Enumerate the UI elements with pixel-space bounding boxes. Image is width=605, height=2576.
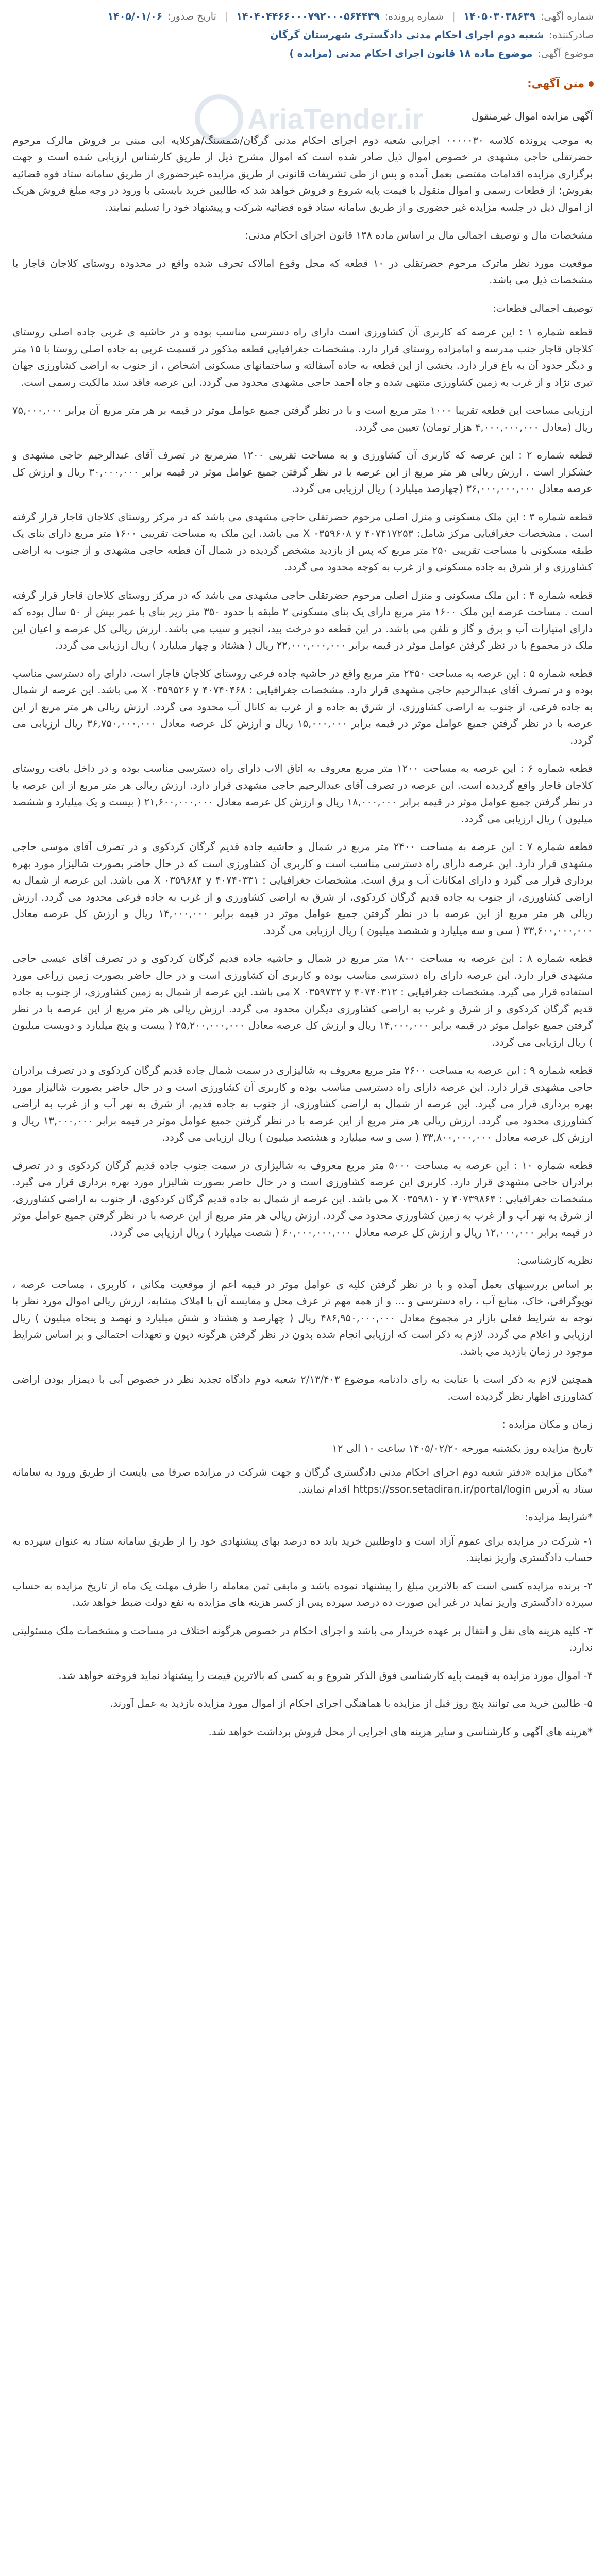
issue-date-label: تاریخ صدور: <box>167 11 216 22</box>
notice-text-title-label: متن آگهی: <box>527 77 584 90</box>
notice-paragraph: ۳- کلیه هزینه های نقل و انتقال بر عهده خریدار می باشد و اجرای احکام در خصوص هرگونه اختلاف در مساحت و مشخصات ملک مسئولیتی ندارد. <box>12 1624 593 1653</box>
subject-label: موضوع آگهی: <box>537 48 594 59</box>
notice-paragraph: توصیف اجمالی قطعات: <box>493 302 593 314</box>
case-number: ۱۴۰۴۰۴۴۶۶۰۰۰۷۹۲۰۰۰۵۶۴۴۳۹ <box>236 11 380 22</box>
notice-paragraph: *هزینه های آگهی و کارشناسی و سایر هزینه های اجرایی از محل فروش برداشت خواهد شد. <box>208 1725 593 1738</box>
bullet-icon <box>589 81 594 87</box>
notice-paragraph: مشخصات مال و توصیف اجمالی مال بر اساس ماده ۱۳۸ قانون اجرای احکام مدنی: <box>245 229 593 241</box>
notice-paragraph: قطعه شماره ۱۰ : این عرصه به مساحت ۵۰۰۰ متر مربع معروف به شالیزاری در سمت جنوب جاده قدیم گرگان کردکوی و در تصرف برادران حاجی مشهدی قرار دارد. کاربری این عرصه کشاورزی است و در حال حاضر بصورت شالیزار مورد بهره برداری قرار می گیرد. مشخصات جغرافیایی : X ۰۳۵۹۸۱۰ y ۴۰۷۳۹۸۶۴ می باشد. این عرصه از شمال به جاده قدیم گرگان کردکوی، از جنوب به اراضی کشاورزی، از شرق به نهر آب و از غرب به زمین کشاورزی محدود می گردد. ارزش ریالی هر متر مربع از این عرصه با در نظر گرفتن جمیع عوامل موثر در قیمه برابر ۱۲,۰۰۰,۰۰۰ ریال و ارزش کل عرصه معادل ۶۰,۰۰۰,۰۰۰,۰۰۰ ( شصت میلیارد ) ریال ارزیابی می گردد. <box>12 1159 593 1239</box>
notice-body <box>12 108 593 1752</box>
notice-paragraph: بر اساس بررسیهای بعمل آمده و با در نظر گرفتن کلیه ی عوامل موثر در قیمه اعم از موقعیت مکانی ، کاربری ، مساحت عرصه ، توپوگرافی، خاک، منابع آب ، راه دسترسی و ... و از همه مهم تر عرف محل و مقایسه آن با املاک مشابه، ارزش ریالی اموال مورد نظر با توجه به شرایط فعلی بازار در مجموع معادل ۴۸۶,۹۵۰,۰۰۰,۰۰۰ ریال ( چهارصد و هشتاد و شش میلیارد و نهصد و پنجاه میلیون ) ریال ارزیابی و اعلام می گردد. لازم به ذکر است که ارزیابی انجام شده بدون در نظر گرفتن هرگونه دیون و تعهدات احتمالی و بر اساس شرایط موجود در زمان بازدید می باشد. <box>12 1278 593 1358</box>
notice-paragraph: آگهی مزایده اموال غیرمنقول <box>472 110 593 122</box>
notice-paragraph: قطعه شماره ۵ : این عرصه به مساحت ۲۴۵۰ متر مربع واقع در حاشیه جاده فرعی روستای کلاجان قاجار است. دارای راه دسترسی مناسب بوده و در تصرف آقای عبدالرحیم حاجی مشهدی قرار دارد. مشخصات جغرافیایی : X ۰۳۵۹۵۲۶ y ۴۰۷۴۰۴۶۸ می باشد. این عرصه از شمال به جاده فرعی، از جنوب به اراضی کشاورزی، از شرق به جاده و از غرب به کانال آب محدود می گردد. ارزش ریالی هر متر مربع از این عرصه با در نظر گرفتن جمیع عوامل موثر در قیمه برابر ۱۵,۰۰۰,۰۰۰ ریال و ارزش کل عرصه معادل ۳۶,۷۵۰,۰۰۰,۰۰۰ ریال ارزیابی می گردد. <box>12 667 593 747</box>
notice-paragraph: قطعه شماره ۷ : این عرصه به مساحت ۲۴۰۰ متر مربع در شمال و حاشیه جاده قدیم گرگان کردکوی و در تصرف آقای موسی حاجی مشهدی قرار دارد. این عرصه دارای راه دسترسی مناسب است و کاربری آن کشاورزی است که در حال حاضر بصورت شالیزار مورد بهره برداری قرار می گیرد و دارای امکانات آب و برق است. مشخصات جغرافیایی : X ۰۳۵۹۶۸۴ y ۴۰۷۴۰۳۳۱ می باشد. این عرصه از شمال به اراضی کشاورزی، از جنوب به جاده قدیم گرگان کردکوی، از شرق به اراضی کشاورزی و از غرب به جاده فرعی محدود می گردد. ارزش ریالی هر متر مربع از این عرصه با در نظر گرفتن جمیع عوامل موثر در قیمه برابر ۱۴,۰۰۰,۰۰۰ ریال و ارزش کل عرصه معادل ۳۳,۶۰۰,۰۰۰,۰۰۰ ( سی و سه میلیارد و ششصد میلیون ) ریال ارزیابی می گردد. <box>12 841 593 937</box>
notice-paragraph: موقعیت مورد نظر ماترک مرحوم حضرتقلی در ۱۰ قطعه که محل وقوع امالاک تحرف شده واقع در محدوده روستای کلاجان قاجار با مشخصات ذیل می باشد. <box>12 257 593 286</box>
case-number-label: شماره پرونده: <box>384 11 444 22</box>
notice-paragraph: ۵- طالبین خرید می توانند پنج روز قبل از مزایده با هماهنگی اجرای احکام از اموال مورد مزایده بازدید به عمل آورند. <box>110 1698 593 1709</box>
notice-paragraph: همچنین لازم به ذکر است با عنایت به رای دادنامه موضوع ۲/۱۳/۴۰۳ شعبه دوم دادگاه تجدید نظر در خصوص آبی با دیمزار بودن اراضی کشاورزی اظهار نظر گردیده است. <box>12 1374 593 1402</box>
header-meta-row: شماره آگهی:۱۴۰۵۰۳۰۳۸۶۳۹ | شماره پرونده:۱۴۰۴۰۴۴۶۶۰۰۰۷۹۲۰۰۰۵۶۴۴۳۹ | تاریخ صدور:۱۴۰۵/۰۱/۰۶ <box>107 11 594 22</box>
subject: موضوع ماده ۱۸ قانون اجرای احکام مدنی (مزایده ) <box>289 48 533 59</box>
issue-date: ۱۴۰۵/۰۱/۰۶ <box>107 11 163 22</box>
notice-paragraph: ۲- برنده مزایده کسی است که بالاترین مبلغ را پیشنهاد نموده باشد و مابقی ثمن معامله را ظرف مهلت یک ماه از تاریخ مزایده به حساب سپرده دادگستری واریز نماید در غیر این صورت ده درصد سپرده پس از کسر هزینه های مزایده به نفع دولت ضبط خواهد شد. <box>12 1580 593 1608</box>
issuer: شعبه دوم اجرای احکام مدنی دادگستری شهرستان گرگان <box>270 29 544 41</box>
notice-number-label: شماره آگهی: <box>540 11 594 22</box>
notice-paragraph: قطعه شماره ۳ : این ملک مسکونی و منزل اصلی مرحوم حضرتقلی حاجی مشهدی می باشد که در مرکز روستای کلاجان قاجار قرار گرفته است . مشخصات جغرافیایی مرکز شامل: X ۰۳۵۹۶۰۸ y ۴۰۷۴۱۷۲۵۳ می باشد. این ملک به مساحت تقریبی ۱۶۰۰ متر مربع دارای بنای یک طبقه مسکونی با مساحت تقریبی ۲۵۰ متر مربع که پس از بازدید مشخص گردیده در شمال آن قطعه حاجی مشهدی و از جنوب به اراضی کشاورزی و از شرق به جاده مسکونی و از غرب به کوچه محدود می گردد. <box>12 511 593 573</box>
notice-paragraph: ۱- شرکت در مزایده برای عموم آزاد است و داوطلبین خرید باید ده درصد بهای پیشنهادی خود را از طریق سامانه ستاد به عنوان سپرده به حساب دادگستری واریز نمایند. <box>12 1535 593 1564</box>
notice-number: ۱۴۰۵۰۳۰۳۸۶۳۹ <box>463 11 535 22</box>
notice-paragraph: ارزیابی مساحت این قطعه تقریبا ۱۰۰۰ متر مربع است و با در نظر گرفتن جمیع عوامل موثر در قیمه بر هر متر مربع آن برابر ۷۵,۰۰۰,۰۰۰ ریال (معادل ۴,۰۰۰,۰۰۰,۰۰۰ هزار تومان) تعیین می گردد. <box>12 404 593 433</box>
watermark-text: AriaTender.ir <box>247 103 424 135</box>
notice-paragraph: قطعه شماره ۸ : این عرصه به مساحت ۱۸۰۰ متر مربع در شمال و حاشیه جاده قدیم گرگان کردکوی و در تصرف آقای عیسی حاجی مشهدی قرار دارد. این عرصه دارای راه دسترسی مناسب بوده و کاربری آن کشاورزی است و در حال حاضر بصورت زمین زراعی مورد استفاده قرار می گیرد. مشخصات جغرافیایی : X ۰۳۵۹۷۳۲ y ۴۰۷۴۰۳۱۲ می باشد. این عرصه از شمال به زمین کشاورزی، از جنوب به جاده قدیم گرگان کردکوی و از شرق و غرب به اراضی کشاورزی دیگران محدود می گردد. ارزش ریالی هر متر مربع از این عرصه با در نظر گرفتن جمیع عوامل موثر در قیمه برابر ۱۴,۰۰۰,۰۰۰ ریال و ارزش کل عرصه معادل ۲۵,۲۰۰,۰۰۰,۰۰۰ ( بیست و پنج میلیارد و دویست میلیون ) ریال ارزیابی می گردد. <box>12 953 593 1048</box>
notice-paragraph: قطعه شماره ۹ : این عرصه به مساحت ۲۶۰۰ متر مربع معروف به شالیزاری در سمت شمال جاده قدیم گرگان کردکوی و در تصرف برادران حاجی مشهدی قرار دارد. این عرصه دارای راه دسترسی مناسب بوده و کاربری آن کشاورزی است و در حال حاضر بصورت شالیزار مورد بهره برداری قرار می گیرد. این عرصه از شمال به اراضی کشاورزی، از جنوب به جاده قدیم، از شرق به نهر آب و از غرب به اراضی کشاورزی محدود می گردد. ارزش ریالی هر متر مربع از این عرصه با در نظر گرفتن جمیع عوامل موثر در قیمه برابر ۱۳,۰۰۰,۰۰۰ ریال و ارزش کل عرصه معادل ۳۳,۸۰۰,۰۰۰,۰۰۰ ( سی و سه میلیارد و هشتصد میلیون ) ریال ارزیابی می گردد. <box>12 1064 593 1143</box>
header-issuer-row <box>11 26 594 44</box>
notice-paragraph: قطعه شماره ۲ : این عرصه که کاربری آن کشاورزی و به مساحت تقریبی ۱۲۰۰ مترمربع در تصرف آقای عبدالرحیم حاجی مشهدی و خشکزار است . ارزش ریالی هر متر مربع از این عرصه با در نظر گرفتن جمیع عوامل موثر در قیمه برابر ۳۰,۰۰۰,۰۰۰ ریال و ارزش کل عرصه معادل ۳۶,۰۰۰,۰۰۰,۰۰۰ (چهارصد میلیارد ) ریال ارزیابی می گردد. <box>12 449 593 495</box>
notice-paragraph: قطعه شماره ۱ : این عرصه که کاربری آن کشاورزی است دارای راه دسترسی مناسب بوده و در حاشیه ی غربی جاده اصلی روستای کلاجان قاجار جنب مدرسه و امامزاده روستای قرار دارد. مشخصات جغرافیایی قطعه مذکور در قسمت غربی به جاده اصلی روستا با ۱۵ متر و دیگر حدود آن به باغ قرار دارد. بخشی از این قطعه به جاده آسفالته و ساختمانهای مسکونی اشخاص ، از جنوب به اراضی کشاورزی جهان تبری نژاد و از غرب به زمین کشاورزی منتهی شده و جاه احمد حاجی مشهدی محدود می گردد. این عرصه فاقد سند مالکیت رسمی است. <box>12 326 593 388</box>
notice-text-title <box>527 77 594 90</box>
notice-paragraph: *مکان مزایده «دفتر شعبه دوم اجرای احکام مدنی دادگستری گرگان و جهت شرکت در مزایده صرفا می بایست از طریق ورود به سامانه ستاد به آدرس https://ssor.setadiran.ir/portal/login اقدام نمایند. <box>12 1466 593 1495</box>
notice-paragraph: زمان و مکان مزایده : <box>502 1418 593 1430</box>
notice-header <box>0 0 605 77</box>
notice-paragraph: به موجب پرونده کلاسه ۰۰۰۰۰۳۰ اجرایی شعبه دوم اجرای احکام مدنی گرگان/شمسنگ/هرکلایه ابی مبنی بر فروش مالرک مرحوم حضرتقلی حاجی مشهدی در خصوص اموال ذیل صادر شده است که اموال مشرح ذیل از طریق کارشناس ارزیابی شده است و جهت برگزاری مزایده اقدامات مقتضی بعمل آمده و پس از طی تشریفات قانونی از طریق مزایده غیرحضوری از طریق سامانه ستاد فوه قضائیه بفروش؛ از قطعات رسمی و اموال منقول با قیمت پایه شروع و فروش خواهد شد که طالبین خرید بایستی با ورود در وجه مبلغ فروش هریک از اموال ذیل در جلسه مزایده غیر حضوری و از طریق سامانه ستاد قوه قضائیه شرکت و پیشنهاد خود را تسلیم نمایند. <box>12 134 593 213</box>
header-subject-row <box>11 44 594 63</box>
notice-paragraph: قطعه شماره ۴ : این ملک مسکونی و منزل اصلی مرحوم حضرتقلی حاجی مشهدی می باشد که در مرکز روستای کلاجان قاجار قرار گرفته است . مساحت عرصه این ملک ۱۶۰۰ متر مربع دارای یک بنای مسکونی ۲ طبقه با حدود ۳۵۰ متر زیر بنای با عمر بیش از ۵۰ سال بوده که دارای امتیازات آب و برق و گاز و تلفن می باشد. در این قطعه دو درخت بید، انجیر و سیب می باشد. ارزش ریالی کل عرصه و اعیان این ملک در مجموع با در نظر گرفتن عوامل موثر در قیمه برابر ۲۲,۰۰۰,۰۰۰,۰۰۰ ریال ( هشتاد و چهار میلیارد ) ریال ارزیابی می گردد. <box>12 589 593 651</box>
notice-paragraph: ۴- اموال مورد مزایده به قیمت پایه کارشناسی فوق الذکر شروع و به کسی که بالاترین قیمت را پیشنهاد نماید فروخته خواهد شد. <box>58 1669 593 1682</box>
notice-paragraph: *شرایط مزایده: <box>524 1511 593 1523</box>
notice-paragraph: نظریه کارشناسی: <box>517 1255 593 1266</box>
issuer-label: صادرکننده: <box>549 29 594 41</box>
notice-paragraph: قطعه شماره ۶ : این عرصه به مساحت ۱۲۰۰ متر مربع معروف به اتاق الاب دارای راه دسترسی مناسب بوده و در داخل بافت روستای کلاجان قاجار واقع گردیده است. این عرصه در تصرف آقای عبدالرحیم حاجی مشهدی قرار دارد. ارزش ریالی هر متر مربع از این عرصه با در نظر گرفتن جمیع عوامل موثر در قیمه برابر ۱۸,۰۰۰,۰۰۰ ریال و ارزش کل عرصه معادل ۲۱,۶۰۰,۰۰۰,۰۰۰ ( بیست و یک میلیارد و ششصد میلیون ) ریال ارزیابی می گردد. <box>12 762 593 825</box>
notice-paragraph: تاریخ مزایده روز یکشنبه مورخه ۱۴۰۵/۰۲/۲۰ ساعت ۱۰ الی ۱۲ <box>332 1442 593 1454</box>
